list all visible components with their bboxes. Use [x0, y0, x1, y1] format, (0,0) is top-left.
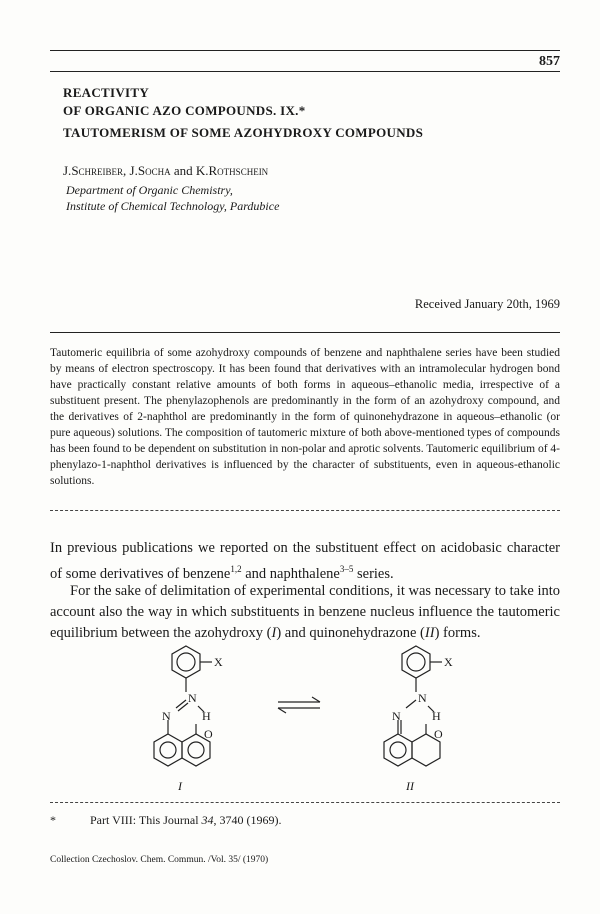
naphthalene-ring-a-II: [384, 734, 412, 766]
paragraph-2-text-b: ) and quinonehydrazone (: [276, 625, 425, 641]
received-date: Received January 20th, 1969: [414, 297, 560, 311]
header-rule: [50, 50, 560, 51]
author-2-name: Socha: [137, 163, 171, 178]
author-separator: and: [170, 163, 196, 178]
author-2-initial: J.: [129, 163, 138, 178]
atom-N-I-bottom: N: [162, 709, 171, 723]
atom-N-II-bottom: N: [392, 709, 401, 723]
paragraph-2: [50, 581, 560, 644]
aromatic-circle-I: [177, 653, 195, 671]
paragraph-1: [50, 538, 560, 585]
abstract: Tautomeric equilibria of some azohydroxy compounds of benzene and naphthalene series have been studied by means of electron spectroscopy. It has been found that derivatives with an intramolecular hydrogen bond have practically constant relative amounts of both forms in aqueous–ethanolic media, irrespective of a substituent present. The phenylazophenols are predominantly in the form of an azohydroxy compound, and the derivatives of 2-naphthol are predominantly in the form of quinonehydrazone in aqueous–ethanolic (or pure aqueous) solutions. The composition of tautomeric mixture of both above-mentioned types of compounds has been found to be dependent on substitution in non-polar and aprotic solvents. Tautomeric equilibrium of 4-phenylazo-1-naphthol derivatives is influenced by the character of substituents, even in aqueous-ethanolic solutions.: [50, 347, 560, 487]
form-II-ref: II: [424, 625, 435, 641]
author-3-name: Rothschein: [208, 163, 269, 178]
naphthalene-ring-a-I: [154, 734, 182, 766]
abstract-bottom-rule: [50, 510, 560, 511]
benzene-ring-I: [172, 646, 200, 678]
title-line-1: REACTIVITY: [63, 85, 150, 100]
atom-N-II-top: N: [418, 691, 427, 705]
equilibrium-arrows: [278, 697, 320, 713]
paragraph-2-text-c: ) forms.: [434, 625, 481, 641]
paragraph-1-text-a: In previous publications we reported on the substituent effect on acidobasic character of some derivatives of benzene: [50, 540, 560, 582]
header-rule-lower: [50, 71, 560, 72]
label-I: I: [178, 779, 182, 793]
paragraph-2-text-a: For the sake of delimitation of experimental conditions, it was necessary to take into account also the way in which substituents in benzene nucleus influence the tautomeric equilibrium between the azohydroxy (: [50, 583, 560, 641]
benzene-ring-II: [402, 646, 430, 678]
footnote: [50, 813, 282, 828]
title-line-3: TAUTOMERISM OF SOME AZOHYDROXY COMPOUNDS: [63, 125, 424, 140]
footnote-mark: *: [50, 813, 56, 827]
citation-2: 3–5: [339, 564, 354, 574]
citation-1: 1,2: [230, 564, 242, 574]
authors: [63, 163, 268, 179]
journal-footer: Collection Czechoslov. Chem. Commun. /Vol. 35/ (1970): [50, 855, 269, 865]
author-3-initial: K.: [195, 163, 209, 178]
structure-II: [384, 646, 442, 766]
atom-O-II: O: [434, 727, 443, 741]
aromatic-circle-II: [407, 653, 425, 671]
form-I-ref: I: [271, 625, 277, 641]
paragraph-1-text-c: series.: [353, 565, 394, 582]
affiliation-line-1: Department of Organic Chemistry,: [66, 183, 233, 197]
structure-I: [154, 646, 212, 766]
title-line-2: OF ORGANIC AZO COMPOUNDS. IX.*: [63, 103, 306, 118]
author-1-initial: J.: [63, 163, 72, 178]
atom-H-I: H: [202, 709, 211, 723]
footnote-text-a: Part VIII: This Journal: [90, 813, 202, 827]
substituent-X-I: X: [214, 655, 223, 669]
footnote-rule: [50, 802, 560, 803]
abstract-top-rule: [50, 332, 560, 333]
affiliation-line-2: Institute of Chemical Technology, Pardubice: [66, 199, 280, 213]
footnote-text-b: , 3740 (1969).: [213, 813, 282, 827]
substituent-X-II: X: [444, 655, 453, 669]
author-separator: ,: [123, 163, 130, 178]
footnote-volume: 34: [201, 813, 214, 827]
author-1-name: Schreiber: [71, 163, 124, 178]
paragraph-1-text-b: and naphthalene: [241, 565, 340, 582]
atom-N-I-top: N: [188, 691, 197, 705]
atom-O-I: O: [204, 727, 213, 741]
atom-H-II: H: [432, 709, 441, 723]
page-number: 857: [539, 54, 560, 69]
label-II: II: [406, 779, 414, 793]
tautomerism-scheme: [130, 640, 470, 800]
